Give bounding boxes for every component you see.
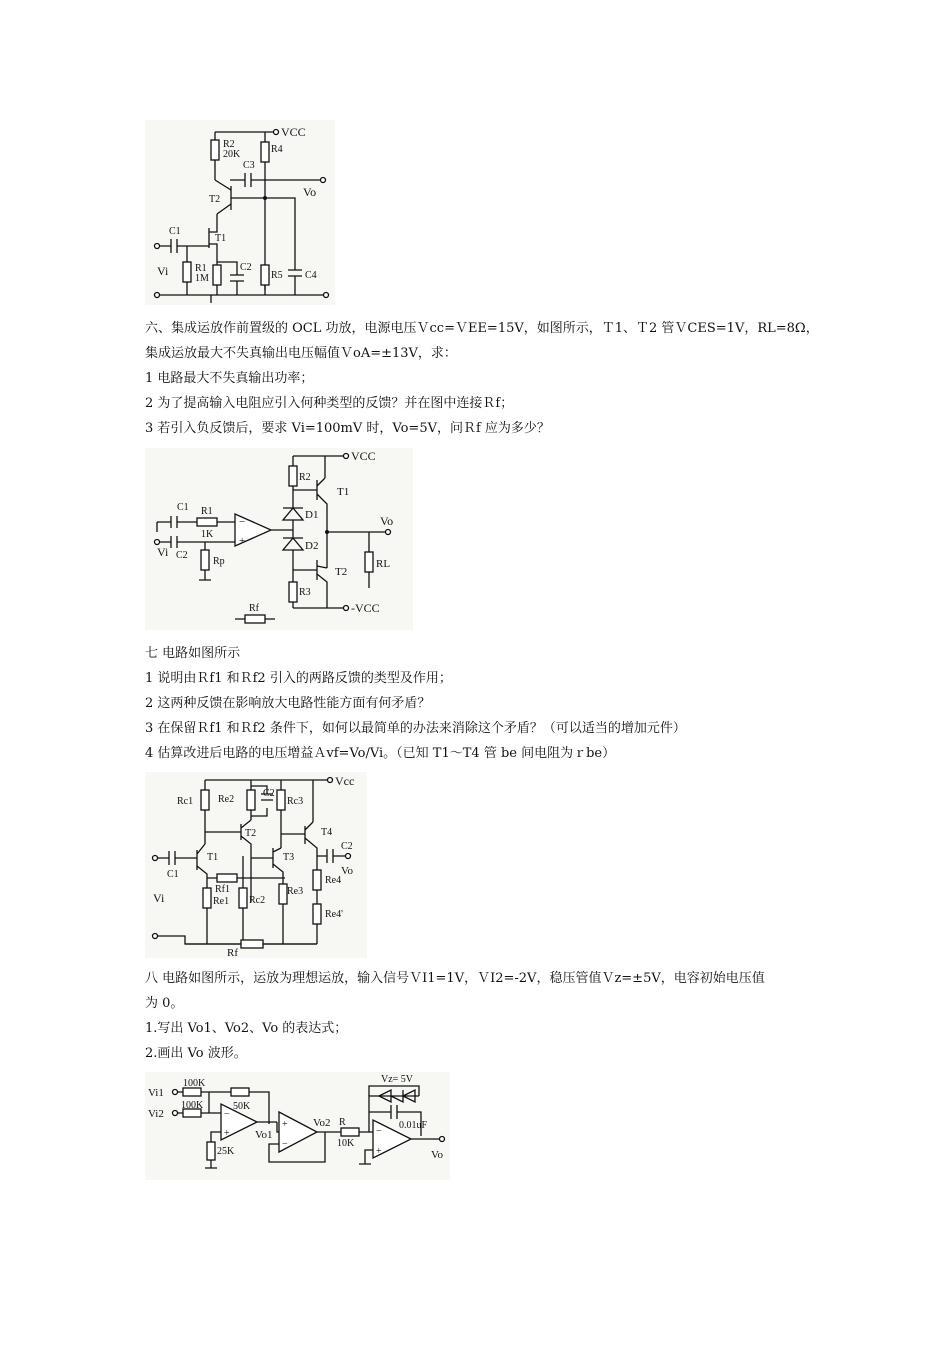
q7-title: 七 电路如图所示 — [145, 646, 241, 661]
circuit-figure-1 — [145, 120, 335, 305]
q6-line-1: 六、集成运放作前置级的 OCL 功放，电源电压Ｖcc=ＶEE=15V，如图所示，Ｔ1、Ｔ2 管ＶCES=1V，RL=8Ω， — [145, 321, 819, 336]
label-r1: R1 — [195, 263, 207, 274]
label-c2-bypass: C2 — [263, 788, 275, 799]
capacitor-c1 — [169, 851, 175, 865]
capacitor-c2-output — [327, 849, 333, 863]
label-100k-2: 100K — [181, 1100, 204, 1111]
q6-item-2: 2 为了提高输入电阻应引入何种类型的反馈？并在图中连接Ｒf； — [145, 396, 514, 411]
label-vo: Vo — [341, 865, 354, 877]
label-vi2: Vi2 — [148, 1108, 164, 1120]
resistor-r-10k — [341, 1128, 359, 1136]
resistor-rf — [241, 940, 263, 948]
svg-text:−: − — [282, 1139, 288, 1150]
label-r1: R1 — [201, 506, 213, 517]
q8-item-2: 2.画出 Vo 波形。 — [145, 1046, 247, 1061]
svg-text:−: − — [239, 516, 246, 528]
q7-item-3: 3 在保留Ｒf1 和Ｒf2 条件下，如何以最简单的办法来消除这个矛盾？（可以适当的增加元件） — [145, 721, 686, 736]
q8-line-1: 八 电路如图所示，运放为理想运放，输入信号ＶI1=1V，ＶI2=-2V，稳压管值Ｖz=±5V，电容初始电压值 — [145, 971, 765, 986]
svg-text:−: − — [224, 1109, 230, 1120]
label-c: 0.01uF — [399, 1120, 428, 1131]
q7-item-1: 1 说明由Ｒf1 和Ｒf2 引入的两路反馈的类型及作用； — [145, 671, 452, 686]
svg-text:+: + — [282, 1119, 288, 1130]
label-rp: Rp — [213, 556, 225, 567]
label-c2: C2 — [341, 841, 353, 852]
label-rl: RL — [376, 558, 391, 570]
label-d1: D1 — [305, 509, 319, 521]
diode-d1 — [283, 508, 303, 520]
label-vo: Vo — [431, 1149, 444, 1161]
label-c1: C1 — [177, 502, 189, 513]
resistor-re4 — [313, 870, 321, 890]
label-re4-prime: Re4' — [325, 909, 343, 920]
label-rc2: Rc2 — [249, 895, 266, 906]
label-vcc: VCC — [281, 125, 306, 139]
label-rf1: Rf1 — [215, 884, 230, 895]
capacitor-c1 — [171, 239, 177, 253]
circuit-figure-4 — [145, 1072, 450, 1180]
label-c1: C1 — [167, 869, 179, 880]
resistor-r2 — [211, 140, 219, 160]
q7-item-2: 2 这两种反馈在影响放大电路性能方面有何矛盾？ — [145, 696, 431, 711]
resistor-rf1 — [217, 874, 237, 882]
label-r1-value: 1M — [195, 273, 209, 284]
circuit-figure-2 — [145, 448, 413, 630]
label-vi1: Vi1 — [148, 1087, 164, 1099]
transistor-t4 — [305, 780, 317, 872]
resistor-100k-1 — [183, 1088, 201, 1096]
capacitor-c4 — [288, 270, 302, 295]
circuit-figure-3 — [145, 772, 367, 958]
label-c2: C2 — [176, 550, 188, 561]
label-50k: 50K — [233, 1101, 251, 1112]
label-vi: Vi — [157, 545, 169, 559]
transistor-t2 — [317, 560, 327, 608]
resistor-50k — [231, 1088, 249, 1096]
label-rc3: Rc3 — [287, 796, 304, 807]
label-r2: R2 — [223, 139, 235, 150]
resistor-r5 — [261, 265, 269, 285]
label-rf: Rf — [249, 603, 259, 614]
resistor-re3 — [279, 884, 287, 904]
resistor-25k — [207, 1142, 215, 1160]
svg-text:−: − — [376, 1126, 382, 1137]
label-100k-1: 100K — [183, 1078, 206, 1089]
resistor-r2 — [289, 466, 297, 486]
label-re2: Re2 — [218, 794, 235, 805]
q6-line-2: 集成运放最大不失真输出电压幅值ＶoA=±13V，求： — [145, 346, 457, 361]
q8-line-2: 为 0。 — [145, 996, 184, 1011]
label-vo: Vo — [303, 185, 317, 199]
label-t2: T2 — [209, 194, 221, 205]
label-r3: R3 — [299, 587, 311, 598]
label-d2: D2 — [305, 540, 319, 552]
label-vi: Vi — [153, 891, 165, 905]
svg-text:+: + — [224, 1128, 230, 1139]
diode-d2 — [283, 538, 303, 550]
resistor-rc1 — [201, 790, 209, 810]
label-c4: C4 — [305, 270, 317, 281]
resistor-rc2 — [239, 888, 247, 908]
label-vi: Vi — [157, 264, 169, 278]
label-25k: 25K — [217, 1146, 235, 1157]
label-r2: R2 — [299, 472, 311, 483]
label-t1: T1 — [207, 852, 219, 863]
resistor-rl — [365, 552, 373, 572]
resistor-r3 — [289, 582, 297, 602]
label-re3: Re3 — [287, 886, 304, 897]
label-t1: T1 — [337, 486, 350, 498]
label-t1: T1 — [215, 233, 227, 244]
q6-item-1: 1 电路最大不失真输出功率； — [145, 371, 314, 386]
resistor-r4 — [261, 142, 269, 162]
label-vcc: VCC — [351, 449, 376, 463]
resistor-rf — [245, 615, 265, 623]
resistor-r1 — [197, 518, 217, 526]
label-re1: Re1 — [213, 896, 230, 907]
label-neg-vcc: -VCC — [351, 601, 380, 615]
svg-text:+: + — [376, 1146, 382, 1157]
label-r2-value: 20K — [223, 149, 241, 160]
label-vcc: Vcc — [335, 774, 355, 788]
resistor-rc3 — [277, 790, 285, 810]
label-t3: T3 — [283, 852, 295, 863]
svg-text:+: + — [239, 535, 246, 547]
label-vo2: Vo2 — [313, 1117, 331, 1129]
transistor-t3 — [273, 848, 283, 878]
label-rf: Rf — [227, 947, 238, 958]
label-r4: R4 — [271, 144, 283, 155]
label-c2: C2 — [240, 262, 252, 273]
resistor-re4-prime — [313, 904, 321, 924]
q7-item-4: 4 估算改进后电路的电压增益Ａvf=Vo/Vi。（已知 T1～T4 管 be 间电阻为ｒbe） — [145, 746, 616, 761]
capacitor-c3 — [245, 173, 251, 187]
label-t2: T2 — [335, 566, 348, 578]
transistor-t1 — [317, 456, 327, 520]
label-r-10k: 10K — [337, 1138, 355, 1149]
label-vo: Vo — [380, 514, 394, 528]
label-vz: Vz= 5V — [381, 1074, 414, 1085]
resistor-re1 — [203, 888, 211, 908]
capacitor-0-01uf — [391, 1105, 397, 1119]
resistor-rp — [201, 550, 209, 570]
label-re4: Re4 — [325, 875, 342, 886]
label-rc1: Rc1 — [177, 796, 194, 807]
label-c1: C1 — [169, 226, 181, 237]
capacitor-c2 — [230, 275, 244, 281]
label-t2: T2 — [245, 828, 257, 839]
resistor-r1 — [183, 262, 191, 282]
label-r1-value: 1K — [201, 529, 214, 540]
label-c3: C3 — [243, 160, 255, 171]
label-t4: T4 — [321, 827, 333, 838]
q6-item-3: 3 若引入负反馈后，要求 Vi=100mV 时，Vo=5V，问Ｒf 应为多少？ — [145, 421, 550, 436]
resistor-re2 — [247, 790, 255, 810]
label-r5: R5 — [271, 270, 283, 281]
label-vo1: Vo1 — [255, 1129, 273, 1141]
label-r: R — [339, 1117, 346, 1128]
q8-item-1: 1.写出 Vo1、Vo2、Vo 的表达式； — [145, 1021, 348, 1036]
transistor-t1 — [197, 844, 207, 886]
